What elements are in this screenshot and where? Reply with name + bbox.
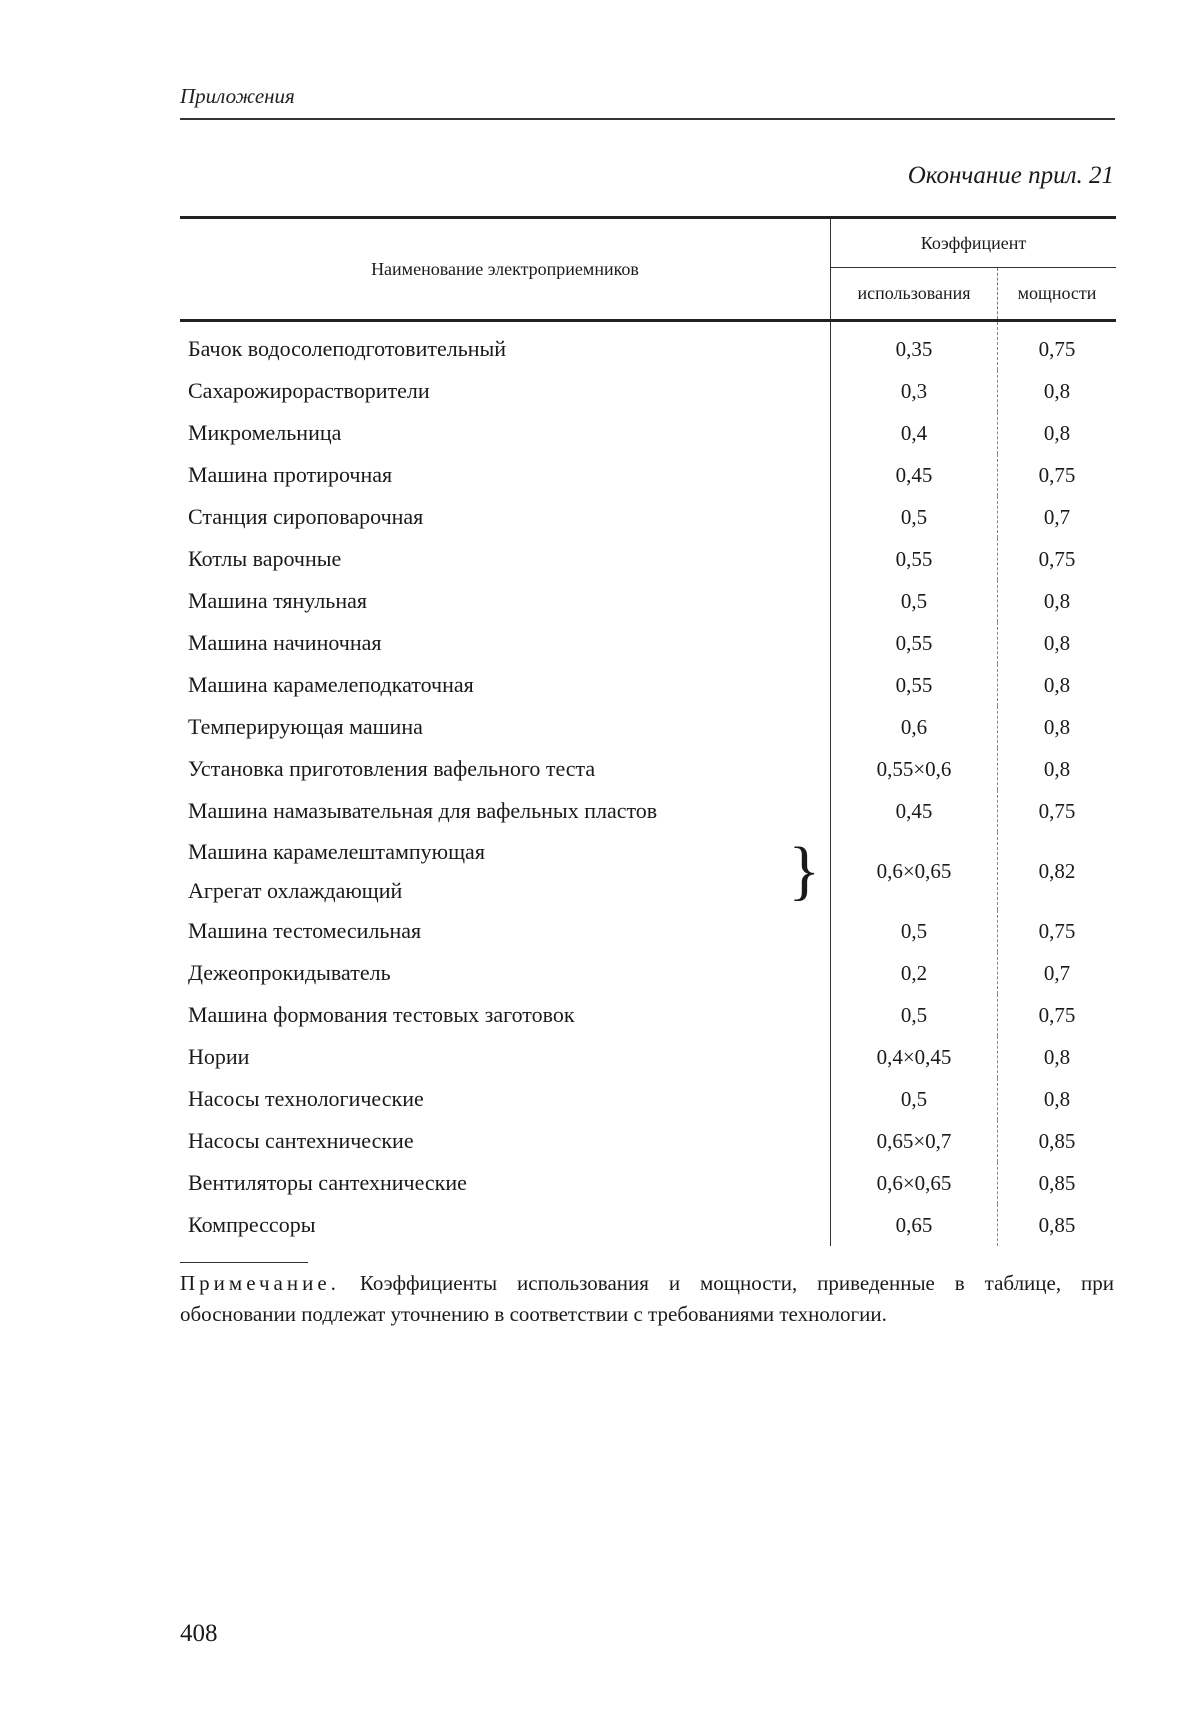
note-label: Примечание. [180,1271,340,1295]
row-name: Установка приготовления вафельного теста [188,756,596,781]
row-name-line: Агрегат охлаждающий [188,878,403,903]
row-usage: 0,55 [831,622,998,664]
row-usage: 0,55 [831,538,998,580]
row-usage: 0,5 [831,580,998,622]
row-name: Сахарожирорастворители [188,378,430,403]
table-row [180,952,1116,994]
row-usage: 0,6 [831,706,998,748]
row-power: 0,85 [998,1120,1117,1162]
table-row [180,832,1116,910]
table-row [180,1162,1116,1204]
table-row [180,370,1116,412]
row-name: Машина начиночная [188,630,382,655]
row-power: 0,85 [998,1162,1117,1204]
coefficients-table [180,216,1116,1246]
row-name: Станция сироповарочная [188,504,424,529]
row-power: 0,8 [998,1078,1117,1120]
header-power: мощности [998,268,1117,321]
row-usage: 0,65×0,7 [831,1120,998,1162]
row-usage: 0,5 [831,910,998,952]
table-row [180,910,1116,952]
row-name: Компрессоры [188,1212,316,1237]
row-power: 0,82 [998,832,1117,910]
row-name: Машина тестомесильная [188,918,422,943]
row-power: 0,8 [998,370,1117,412]
row-name: Машина протирочная [188,462,393,487]
row-usage: 0,5 [831,496,998,538]
table-row [180,1036,1116,1078]
row-power: 0,75 [998,994,1117,1036]
table-header [180,218,1116,321]
note-text: Коэффициенты использования и мощности, приведенные в таблице, при обосновании подлежат уточнению в соответствии с требованиями технологии. [180,1271,1115,1326]
row-name [180,832,831,910]
row-name: Насосы сантехнические [188,1128,414,1153]
row-power: 0,7 [998,952,1117,994]
table-row [180,496,1116,538]
row-name: Темперирующая машина [188,714,423,739]
row-power: 0,85 [998,1204,1117,1246]
row-usage: 0,65 [831,1204,998,1246]
row-power: 0,8 [998,1036,1117,1078]
row-name: Бачок водосолеподготовительный [188,336,507,361]
row-power: 0,8 [998,580,1117,622]
row-name: Машина формования тестовых заготовок [188,1002,575,1027]
row-usage: 0,5 [831,1078,998,1120]
row-usage: 0,55 [831,664,998,706]
row-power: 0,8 [998,706,1117,748]
row-name: Дежеопрокидыватель [188,960,391,985]
row-name-line: Машина карамелештампующая [188,839,485,864]
row-usage: 0,6×0,65 [831,1162,998,1204]
table-row [180,1204,1116,1246]
table-row [180,321,1116,371]
table-row [180,538,1116,580]
row-name: Нории [188,1044,250,1069]
header-rule [180,118,1115,120]
row-power: 0,75 [998,321,1117,371]
note-rule [180,1262,308,1263]
row-name: Микромельница [188,420,342,445]
row-name: Машина карамелеподкаточная [188,672,474,697]
group-brace: } [788,834,820,907]
header-name: Наименование электроприемников [180,218,831,321]
table-row [180,622,1116,664]
table-row [180,748,1116,790]
row-name: Вентиляторы сантехнические [188,1170,467,1195]
continuation-caption: Окончание прил. 21 [907,162,1114,189]
row-usage: 0,4 [831,412,998,454]
table-row [180,994,1116,1036]
row-name: Машина тянульная [188,588,367,613]
row-usage: 0,35 [831,321,998,371]
row-usage: 0,55×0,6 [831,748,998,790]
row-power: 0,75 [998,454,1117,496]
row-name: Котлы варочные [188,546,342,571]
table-row [180,580,1116,622]
table-row [180,1120,1116,1162]
table-row [180,664,1116,706]
table-row [180,1078,1116,1120]
row-power: 0,75 [998,910,1117,952]
table-row [180,790,1116,832]
table-body [180,321,1116,1247]
row-usage: 0,3 [831,370,998,412]
row-power: 0,75 [998,790,1117,832]
row-power: 0,8 [998,664,1117,706]
row-power: 0,75 [998,538,1117,580]
header-coefficient: Коэффициент [831,218,1117,268]
header-usage: использования [831,268,998,321]
row-name: Машина намазывательная для вафельных пластов [188,798,658,823]
row-usage: 0,45 [831,790,998,832]
row-power: 0,7 [998,496,1117,538]
row-power: 0,8 [998,622,1117,664]
row-usage: 0,6×0,65 [831,832,998,910]
running-head: Приложения [180,84,295,108]
row-usage: 0,2 [831,952,998,994]
row-usage: 0,5 [831,994,998,1036]
row-name: Насосы технологические [188,1086,424,1111]
table-row [180,454,1116,496]
row-power: 0,8 [998,748,1117,790]
row-power: 0,8 [998,412,1117,454]
note [180,1268,1114,1330]
table-row [180,706,1116,748]
row-usage: 0,4×0,45 [831,1036,998,1078]
table-row [180,412,1116,454]
page-number: 408 [180,1620,218,1647]
row-usage: 0,45 [831,454,998,496]
